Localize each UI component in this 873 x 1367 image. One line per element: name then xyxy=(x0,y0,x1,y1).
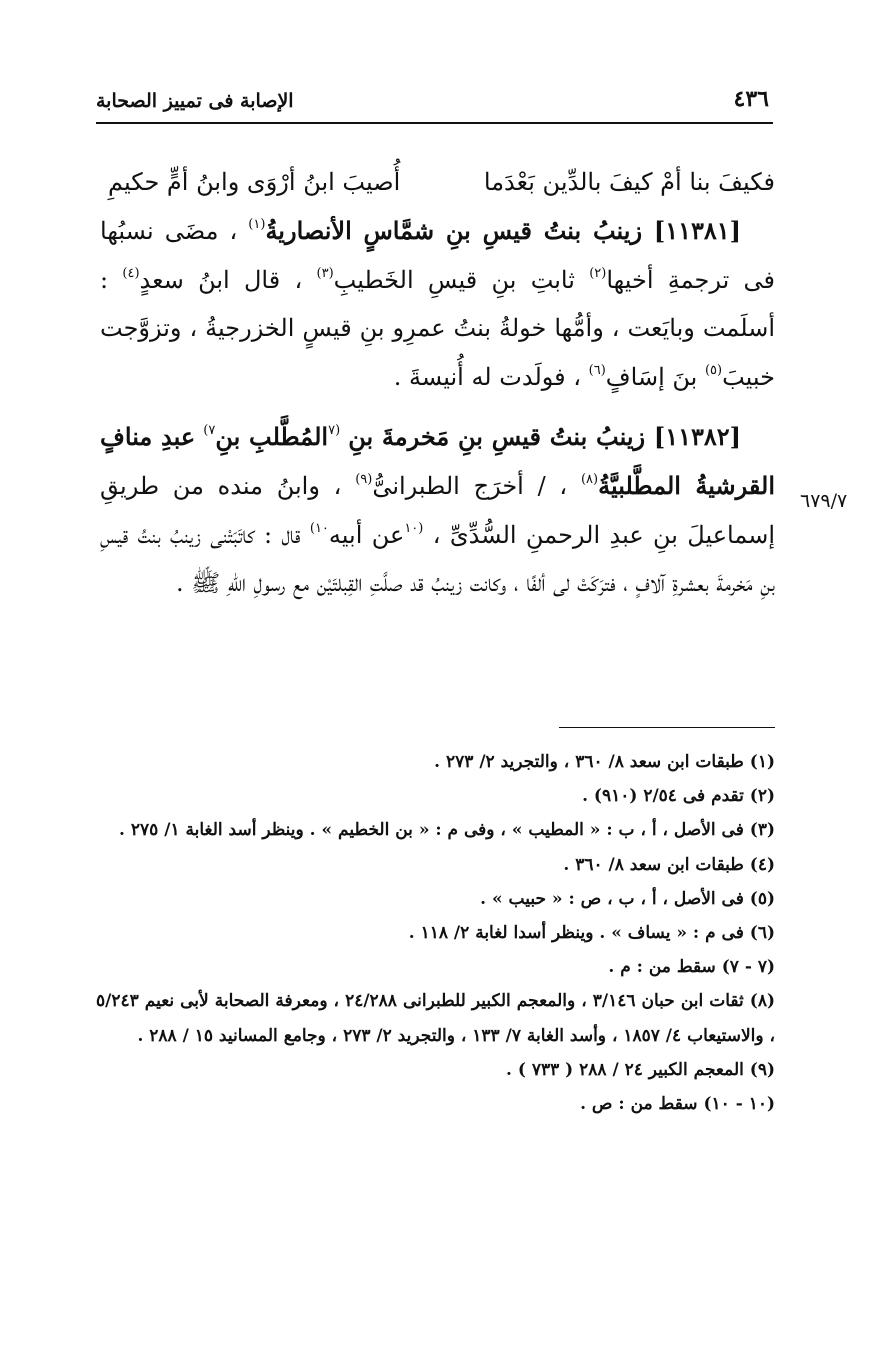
verse-first-hemistich: فكيفَ بنا أمْ كيفَ بالدِّين بَعْدَما xyxy=(483,168,775,196)
entry-text: بنَ إسَافٍ xyxy=(605,362,698,391)
footnote-item: (٦) فى م : « يساف » . وينظر أسدا لغابة ٢/ ١١٨ . xyxy=(408,923,775,944)
footnote-item: (٧ - ٧) سقط من : م . xyxy=(608,957,775,978)
footnote-item: (١) طبقات ابن سعد ٨/ ٣٦٠ ، والتجريد ٢/ ٢٧٣ . xyxy=(434,752,775,772)
main-text xyxy=(100,158,775,608)
entry-text: : أسلَمت وبايَعت ، وأمُّها خولةُ بنتُ عمرِو بنِ قيسٍ الخزرجيةُ ، وتزوَّجت خبيبَ xyxy=(100,265,775,391)
entry-text: ، / أخرَج الطبرانىُّ xyxy=(372,471,568,500)
entry-text: قال : كاتَبَتْنى زينبُ بنتُ قيسِ بنِ مَخرمةَ بعشرةِ آلافٍ ، فترَكَتْ لى ألفًا ، وكانت زينبُ قد صلَّتِ القِبلتَيْن مع رسولِ اللهِ ﷺ . xyxy=(100,520,775,598)
footnote-marker[interactable]: (٥) xyxy=(704,362,723,378)
entry-heading: [١١٣٨١] زينبُ بنتُ قيسِ بنِ شمَّاسٍ الأنصاريةُ xyxy=(265,216,741,245)
footnote-marker[interactable]: (٨) xyxy=(580,471,599,487)
footnote-marker[interactable]: (٢) xyxy=(589,265,607,281)
footnote-rule xyxy=(559,727,775,728)
footnote-marker[interactable]: (٤) xyxy=(122,265,140,281)
entry-1381 xyxy=(100,207,775,401)
entry-text: ثابتِ بنِ قيسِ الخَطيبِ xyxy=(333,265,575,294)
entry-1382 xyxy=(100,413,775,607)
entry-heading: عبدِ منافٍ القرشيةُ المطَّلبيَّةُ xyxy=(100,422,775,500)
entry-text: ، وابنُ منده من طريقِ إسماعيلَ بنِ عبدِ الرحمنِ السُّدِّىِّ ، xyxy=(100,471,775,549)
footnote-item: (٣) فى الأصل ، أ ، ب : « المطيب » ، وفى م : « بن الخطيم » . وينظر أسد الغابة ١/ ٢٧٥ . xyxy=(119,820,775,841)
running-title: الإصابة فى تمييز الصحابة xyxy=(96,90,294,112)
footnote-item: (٥) فى الأصل ، أ ، ب ، ص : « حبيب » . xyxy=(480,888,775,909)
footnote-marker[interactable]: (١٠ xyxy=(404,520,424,536)
footnote-item: (٩) المعجم الكبير ٢٤ / ٢٨٨ ( ٧٣٣ ) . xyxy=(506,1059,775,1080)
margin-reference: ٦٧٩/٧ xyxy=(800,490,848,512)
poetry-verse xyxy=(100,158,775,207)
verse-second-hemistich: أُصيبَ ابنُ أرْوَى وابنُ أمٍّ حكيمِ xyxy=(108,168,401,196)
entry-text: ، مضَى نسبُها فى ترجمةِ أخيها xyxy=(100,217,776,294)
entry-text: ، قال ابنُ سعدٍ xyxy=(139,265,303,294)
page-number: ٤٣٦ xyxy=(733,86,769,112)
footnotes xyxy=(96,745,775,1121)
footnote-marker[interactable]: ٧) xyxy=(203,423,216,439)
footnote-marker[interactable]: (٧ xyxy=(328,423,341,439)
entry-heading: [١١٣٨٢] زينبُ بنتُ قيسِ بنِ مَخرمةَ بنِ xyxy=(348,422,742,452)
footnote-item: (١٠ - ١٠) سقط من : ص . xyxy=(580,1094,775,1115)
footnote-marker[interactable]: (٩) xyxy=(355,471,373,487)
footnote-marker[interactable]: (١) xyxy=(248,217,266,232)
footnote-marker[interactable]: ١٠) xyxy=(309,520,329,536)
entry-text: ، فولَدت له أُنيسةَ . xyxy=(393,362,581,391)
page-header xyxy=(96,82,769,112)
footnote-marker[interactable]: (٣) xyxy=(316,265,334,281)
footnote-item: (٨) ثقات ابن حبان ٣/١٤٦ ، والمعجم الكبير للطبرانى ٢٤/٢٨٨ ، ومعرفة الصحابة لأبى نعيم ٥/٢٤٣ ، والاستيعاب ٤/ ١٨٥٧ ، وأسد الغابة ٧/ ١٣٣ ، والتجريد ٢/ ٢٧٣ ، وجامع المسانيد ١٥ / ٢٨٨ . xyxy=(96,991,775,1046)
entry-heading: المُطَّلبِ بنِ xyxy=(215,422,329,452)
footnote-item: (٤) طبقات ابن سعد ٨/ ٣٦٠ . xyxy=(563,854,775,875)
header-rule xyxy=(96,122,773,124)
footnote-marker[interactable]: (٦) xyxy=(588,362,606,378)
entry-text: عن أبيه xyxy=(328,520,405,549)
footnote-item: (٢) تقدم فى ٢/٥٤ (٩١٠) . xyxy=(582,786,775,807)
